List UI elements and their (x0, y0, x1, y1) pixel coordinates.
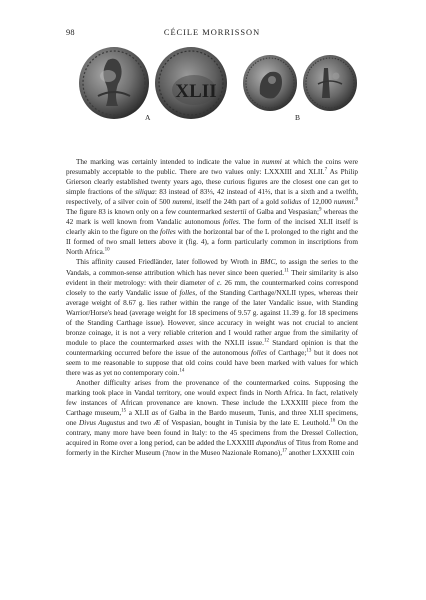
footnote-ref: 7 (324, 167, 328, 173)
coin-b-reverse-image (302, 54, 358, 112)
running-head-author: CÉCILE MORRISSON (163, 28, 261, 37)
paragraph (66, 378, 358, 458)
text-run: of Titus from Rome and formerly in the Kircher Museum (?now in the Museo Nazionale Romano), (66, 439, 358, 458)
text-run: a XLII (126, 409, 152, 418)
text-run: sestertii (223, 208, 247, 217)
text-run: but it does not seem to me reasonable to suppose that old coins could have been marked with values for which there was as yet no contemporary coin. (66, 348, 358, 377)
text-run: BMC (260, 258, 276, 267)
text-run: nummi (333, 198, 354, 207)
coin-countermark-text: XLII (175, 81, 217, 102)
text-run: The marking was certainly intended to indicate the value in (76, 158, 262, 166)
text-run: folles (160, 228, 176, 237)
footnote-ref: 16 (330, 418, 336, 424)
text-run: . The form of the incised XLII itself is clearly akin to the figure on the (66, 218, 358, 237)
text-run: 26 mm, the countermarked coins correspond closely to the early Vandalic issue of (66, 278, 358, 297)
text-run: folles (179, 288, 196, 297)
text-run: at which the coins were presumably acceptable to the public. There are two values only: LXXXIII and XLII. (66, 158, 358, 177)
text-run: nummi (261, 158, 282, 166)
text-run: with the NXLII issue. (192, 338, 264, 347)
coin-plate-figure (66, 46, 358, 126)
page-number: 98 (66, 28, 75, 37)
coin-a-reverse-image (154, 46, 228, 120)
text-run: of Galba and Vespasian; (246, 208, 320, 217)
text-run: , itself the 24th part of a gold (192, 198, 281, 207)
text-run: Æ (153, 419, 161, 428)
footnote-ref: 13 (306, 348, 312, 354)
footnote-ref: 14 (179, 368, 185, 374)
figure-label-a: A (145, 113, 151, 122)
text-run: dupondius (256, 439, 287, 448)
text-run: : 83 instead of 83⅓, 42 instead of 41⅔, that is a sixth and a twelfth, respectively, of a silver coin of 500 (66, 188, 359, 207)
paragraph (66, 157, 358, 257)
footnote-ref: 8 (355, 197, 358, 203)
text-run: of 12,000 (301, 198, 334, 207)
text-run: as (151, 409, 159, 418)
text-run: of Vespasian, bought in Tunisia by the late E. Leuthold. (160, 419, 331, 428)
coin-a-obverse-image (78, 46, 150, 120)
text-run: another LXXXIII coin (287, 449, 355, 458)
text-run: , to assign the series to the Vandals, a common-sense attribution which has never since been queried. (66, 258, 358, 277)
text-run: Standard opinion is that the countermarking occurred before the issue of the autonomous (66, 338, 358, 357)
footnote-ref: 12 (263, 338, 269, 344)
text-run: siliqua (135, 188, 155, 197)
paragraph (66, 257, 358, 378)
text-run: , of the Standing Carthage/NXLII types, whereas their average weight of 8.67 g. lies rather within the range of the later Vandalic issue, with Standing Warrior/Horse's head (average weight for 18 specimens of 9.57 g. against 11.39 g. for 18 specimens of the Standing Carthage issue). However, since accuracy in weight was not crucial to ancient bronze coinage, it is not a very reliable criterion and I would rather argue from the similarity of module to place the countermarked (66, 288, 358, 347)
text-run: folles (222, 218, 239, 227)
text-run: with the horizontal bar of the L prolonged to the right and the II formed of two small letters above it (fig. 4), a form particularly common in inscriptions from North Africa. (66, 228, 358, 257)
text-run: of Carthage; (266, 348, 307, 357)
text-run: folles (251, 348, 267, 357)
text-run: This affinity caused Friedländer, later followed by Wroth in (76, 258, 261, 267)
coin-b-obverse-image (242, 54, 298, 112)
text-run: Another difficulty arises from the provenance of the countermarked coins. Supposing the marking took place in Vandal territory, one would expect finds in North Africa. In fact, relatively few instances of African provenance are known. These include the LXXXIII piece from the Carthage museum, (66, 379, 358, 418)
running-header (66, 28, 358, 40)
text-run: whereas the 42 mark is well known from Vandalic autonomous (66, 208, 359, 227)
text-run: The figure 83 is known only on a few countermarked (66, 208, 224, 217)
figure-label-b: B (295, 113, 301, 122)
text-run: and two (124, 419, 154, 428)
footnote-ref: 9 (319, 207, 322, 213)
text-run: asses (177, 338, 193, 347)
footnote-ref: 10 (104, 248, 110, 254)
text-run: Divus Augustus (79, 419, 125, 428)
text-run: . (353, 198, 356, 207)
text-run: solidus (280, 198, 302, 207)
text-run: nummi (172, 198, 193, 207)
text-run: Their similarity is also evident in their metrology: with their diameter of (66, 268, 359, 287)
footnote-ref: 17 (282, 448, 288, 454)
text-run: On the contrary, many more have been found in Italy: to the 45 specimens from the Dressel Collection, acquired in Rome over a long period, can be added the LXXXIII (66, 419, 359, 448)
footnote-ref: 11 (284, 268, 289, 274)
text-run: As Philip Grierson clearly established twenty years ago, these curious figures are the closest one can get to simple fractions of the (66, 168, 359, 197)
footnote-ref: 15 (121, 408, 127, 414)
text-run: of Galba in the Bardo museum, Tunis, and three XLII specimens, one (66, 409, 358, 428)
body-text (66, 157, 358, 458)
text-run: c. (216, 278, 222, 287)
